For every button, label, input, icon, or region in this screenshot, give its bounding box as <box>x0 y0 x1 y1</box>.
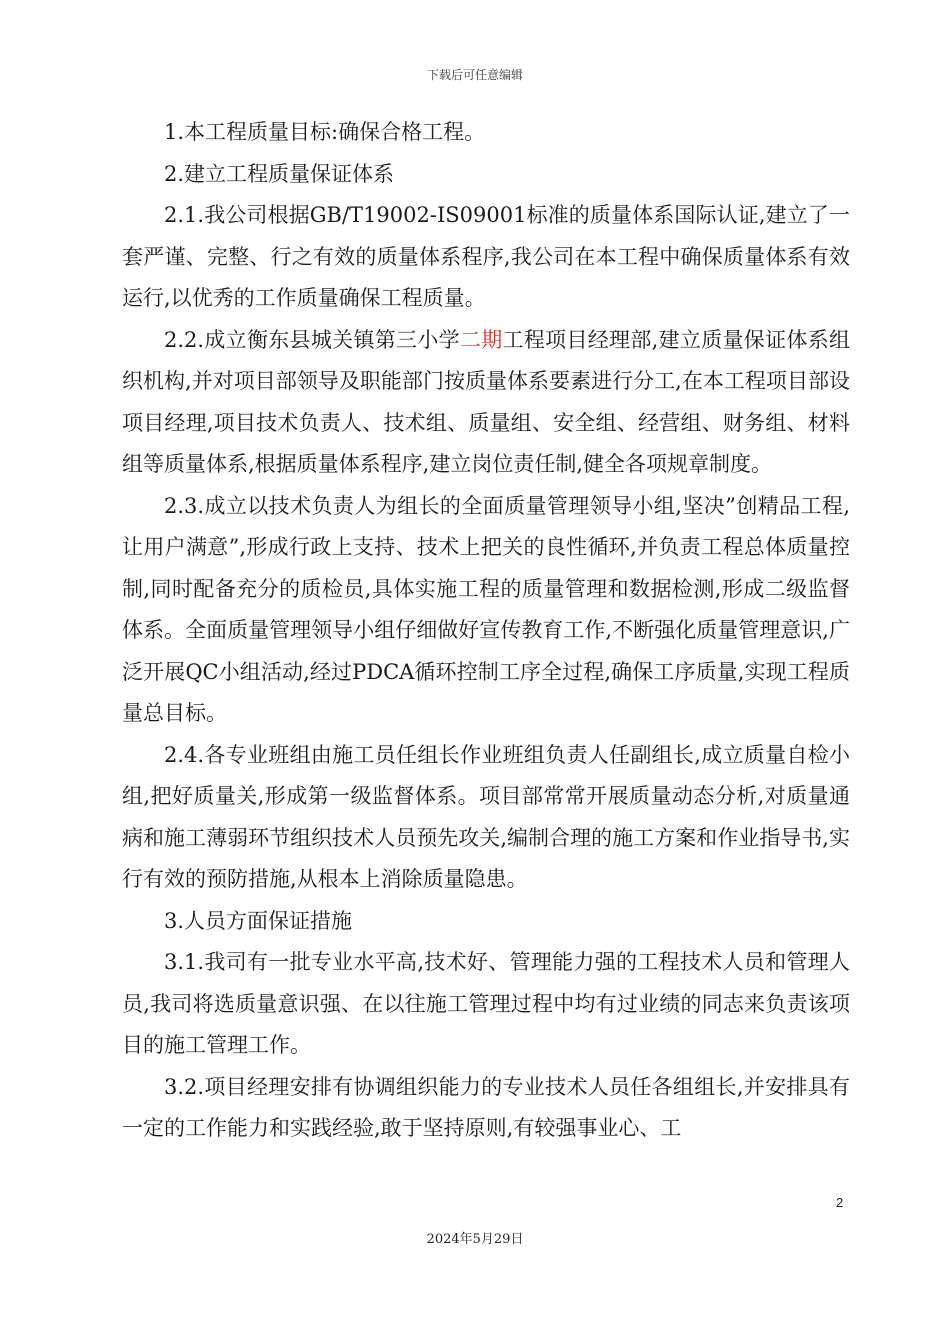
heading-quality-system: 2.建立工程质量保证体系 <box>164 161 395 186</box>
paragraph-2-1: 2.1.我公司根据GB/T19002-IS09001标准的质量体系国际认证,建立了一套严谨、完整、行之有效的质量体系程序,我公司在本工程中确保质量体系有效运行,以优秀的工作质量确保工程质量。 <box>122 203 850 310</box>
page-footer-date: 2024年5月29日 <box>426 1232 524 1247</box>
paragraph-2-2 <box>122 320 850 486</box>
page-number: 2 <box>836 1195 844 1210</box>
paragraph-2-2-after: 工程项目经理部,建立质量保证体系组织机构,并对项目部领导及职能部门按质量体系要素进行分工,在本工程项目部设项目经理,项目技术负责人、技术组、质量组、安全组、经营组、财务组、材料组等质量体系,根据质量体系程序,建立岗位责任制,健全各项规章制度。 <box>122 327 851 476</box>
paragraph-2-4: 2.4.各专业班组由施工员任组长作业班组负责人任副组长,成立质量自检小组,把好质量关,形成第一级监督体系。项目部常常开展质量动态分析,对质量通病和施工薄弱环节组织技术人员预先攻关,编制合理的施工方案和作业指导书,实行有效的预防措施,从根本上消除质量隐患。 <box>122 742 850 891</box>
paragraph-quality-goal: 1.本工程质量目标:确保合格工程。 <box>164 120 486 144</box>
highlighted-text: 二期 <box>459 327 503 352</box>
page-header: 下载后可任意编辑 <box>426 68 523 82</box>
paragraph-2-2-before: 2.2.成立衡东县城关镇第三小学 <box>164 327 460 352</box>
heading-personnel-measures: 3.人员方面保证措施 <box>164 908 353 933</box>
paragraph-3-2: 3.2.项目经理安排有协调组织能力的专业技术人员任各组组长,并安排具有一定的工作能力和实践经验,敢于坚持原则,有较强事业心、工 <box>122 1074 850 1140</box>
document-body <box>122 112 850 1150</box>
paragraph-3-1: 3.1.我司有一批专业水平高,技术好、管理能力强的工程技术人员和管理人员,我司将选质量意识强、在以往施工管理过程中均有过业绩的同志来负责该项目的施工管理工作。 <box>122 950 850 1057</box>
paragraph-2-3: 2.3.成立以技术负责人为组长的全面质量管理领导小组,坚决”创精品工程,让用户满意”,形成行政上支持、技术上把关的良性循环,并负责工程总体质量控制,同时配备充分的质检员,具体实施工程的质量管理和数据检测,形成二级监督体系。全面质量管理领导小组仔细做好宣传教育工作,不断强化质量管理意识,广泛开展QC小组活动,经过PDCA循环控制工序全过程,确保工序质量,实现工程质量总目标。 <box>122 493 850 725</box>
